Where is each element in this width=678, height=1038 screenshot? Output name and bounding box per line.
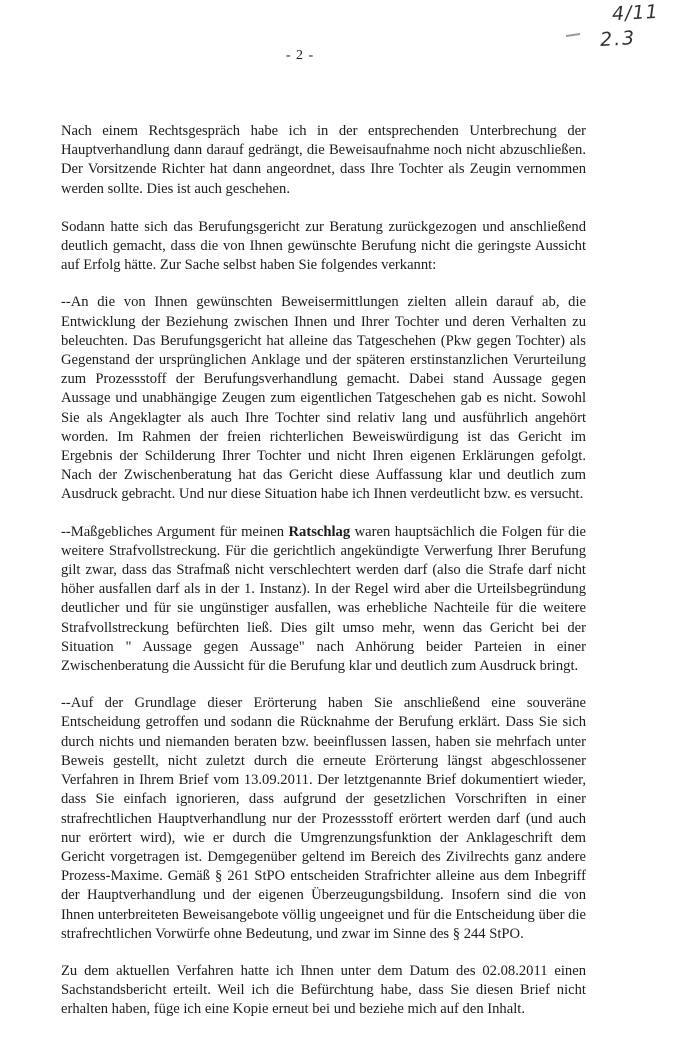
page-number: - 2 - bbox=[285, 48, 315, 63]
paragraph-evidence-requests: --An die von Ihnen gewünschten Beweisermittlungen zielten allein darauf ab, die Entwicklung der Beziehung zwischen Ihnen und Ihrer Tochter und deren Verhalten zu beleuchten. Das Berufungsgericht hat alleine das Tatgeschehen (Pkw gegen Tochter) als Gegenstand der ursprünglichen Anklage und der späteren erstinstanzlichen Verurteilung zum Prozessstoff der Berufungsverhandlung gemacht. Dabei stand Aussage gegen Aussage und unabhängige Zeugen zum eigentlichen Tatgeschehen gab es nicht. Sowohl Sie als Angeklagter als auch Ihre Tochter sind relativ lang und ausführlich angehört worden. Im Rahmen der freien richterlichen Beweiswürdigung ist das Gericht im Ergebnis der Schilderung Ihrer Tochter und nicht Ihren eigenen Erklärungen gefolgt. Nach der Zwischenberatung hat das Gericht diese Auffassung klar und deutlich zum Ausdruck gebracht. Und nur diese Situation habe ich Ihnen verdeutlicht bzw. es versucht. bbox=[61, 294, 586, 503]
paragraph-advice-argument bbox=[61, 523, 586, 677]
paragraph-current-proceedings: Zu dem aktuellen Verfahren hatte ich Ihnen unter dem Datum des 02.08.2011 einen Sachstandsbericht erteilt. Weil ich die Befürchtung habe, dass Sie diesen Brief nicht erhalten haben, füge ich eine Kopie erneut bei und beziehe mich auf den Inhalt. bbox=[61, 962, 586, 1018]
handwritten-note-line-2: 2.3 bbox=[599, 27, 637, 51]
paragraph-withdrawal-decision: --Auf der Grundlage dieser Erörterung haben Sie anschließend eine souveräne Entscheidung getroffen und sodann die Rücknahme der Berufung erklärt. Dass Sie sich durch nichts und niemanden beraten bzw. beeinflussen lassen, haben sie mehrfach unter Beweis gestellt, nicht zuletzt durch die erneute Erörterung längst abgeschlossener Verfahren in Ihrem Brief vom 13.09.2011. Der letztgenannte Brief dokumentiert wieder, dass Sie einfach ignorieren, dass aufgrund der gesetzlichen Vorschriften in einer strafrechtlichen Hauptverhandlung nur der Prozessstoff erörtert werden darf (und auch nur erörtert wird), wie er durch die Umgrenzungsfunktion der Anklageschrift dem Gericht vorgetragen ist. Demgegenüber geltend im Bereich des Zivilrechts ganz andere Prozess-Maxime. Gemäß § 261 StPO entscheiden Strafrichter alleine aus dem Inbegriff der Hauptverhandlung und der eigenen Überzeugungsbildung. Insofern sind die von Ihnen unterbreiteten Beweisangebote völlig ungeeignet und für die Entscheidung über die strafrechtlichen Vorwürfe ohne Bedeutung, und zwar im Sinne des § 244 StPO. bbox=[61, 695, 586, 942]
paragraph-advice-text-start: --Maßgebliches Argument für meinen bbox=[61, 523, 289, 540]
paragraph-court-deliberation: Sodann hatte sich das Berufungsgericht zur Beratung zurückgezogen und anschließend deutlich gemacht, dass die von Ihnen gewünschte Berufung nicht die geringste Aussicht auf Erfolg hätte. Zur Sache selbst haben Sie folgendes verkannt: bbox=[61, 218, 586, 274]
handwritten-note-line-1: 4/11 bbox=[611, 0, 660, 26]
letter-body bbox=[61, 122, 586, 1038]
paragraph-advice-text-end: waren hauptsächlich die Folgen für die weitere Strafvollstreckung. Für die gerichtlich angekündigte Verwerfung Ihrer Berufung gilt zwar, dass das Strafmaß nicht verschlechtert werden darf (also die Strafe darf nicht höher ausfallen darf als in der 1. Instanz). In der Regel wird aber die Urteilsbegründung deutlicher und für sie ungünstiger ausfallen, was erhebliche Nachteile für die weitere Strafvollstreckung befürchten ließ. Dies gilt umso mehr, wenn das Gericht bei der Situation " Aussage gegen Aussage" nach Anhörung beider Parteien in einer Zwischenberatung die Aussicht für die Berufung klar und deutlich zum Ausdruck bringt. bbox=[61, 523, 586, 675]
handwritten-dash-mark bbox=[566, 33, 580, 37]
paragraph-advice-bold-word: Ratschlag bbox=[288, 523, 351, 540]
paragraph-legal-discussion: Nach einem Rechtsgespräch habe ich in der entsprechenden Unterbrechung der Hauptverhandlung dann darauf gedrängt, die Beweisaufnahme noch nicht abzuschließen. Der Vorsitzende Richter hat dann angeordnet, dass Ihre Tochter als Zeugin vernommen werden sollte. Dies ist auch geschehen. bbox=[61, 123, 586, 197]
